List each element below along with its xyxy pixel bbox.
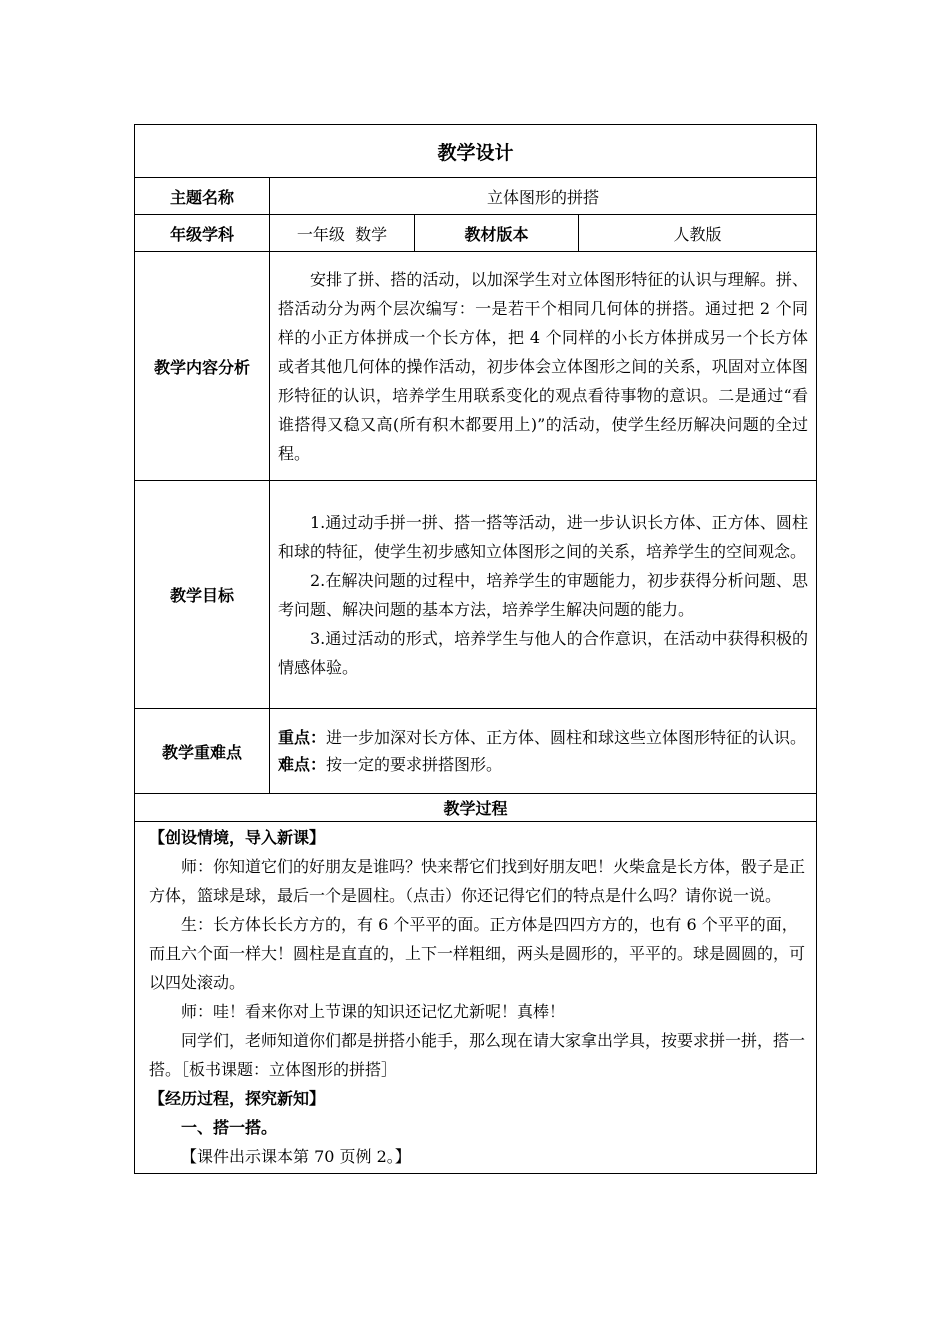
grade-label: 年级学科 [135,215,270,252]
topic-value: 立体图形的拼搭 [270,178,817,215]
process-paragraph: 师：你知道它们的好朋友是谁吗？快来帮它们找到好朋友吧！火柴盒是长方体，骰子是正方体，篮球是球，最后一个是圆柱。（点击）你还记得它们的特点是什么吗？请你说一说。 [149,857,806,905]
process-paragraph: 师：哇！看来你对上节课的知识还记忆尤新呢！真棒！ [181,1002,566,1021]
process-paragraph: 同学们，老师知道你们都是拼搭小能手，那么现在请大家拿出学具，按要求拼一拼，搭一搭。［板书课题：立体图形的拼搭］ [149,1031,806,1079]
objective-item: 1.通过动手拼一拼、搭一搭等活动，进一步认识长方体、正方体、圆柱和球的特征，使学生初步感知立体图形之间的关系，培养学生的空间观念。 [278,512,809,561]
content-analysis-cell [270,252,817,481]
content-analysis-label: 教学内容分析 [135,252,270,481]
topic-label: 主题名称 [135,178,270,215]
objectives-cell [270,481,817,709]
grade-value: 一年级 数学 [270,215,415,252]
key-point-label: 重点： [278,728,327,747]
process-content [135,822,817,1174]
key-points-label: 教学重难点 [135,709,270,794]
content-analysis-text: 安排了拼、搭的活动，以加深学生对立体图形特征的认识与理解。拼、搭活动分为两个层次编写：一是若干个相同几何体的拼搭。通过把 2 个同样的小正方体拼成一个长方体，把 4 个同样的小长方体拼成另一个长方体或者其他几何体的操作活动，初步体会立体图形之间的关系，巩固对立体图形特征的认识，培养学生用联系变化的观点看待事物的意识。二是通过“看谁搭得又稳又高(所有积木都要用上)”的活动，使学生经历解决问题的全过程。 [278,269,809,463]
lesson-plan-document [134,124,816,1174]
key-points-cell [270,709,817,794]
document-title: 教学设计 [135,125,817,178]
section-heading: 【经历过程，探究新知】 [149,1089,326,1108]
subsection-heading: 一、搭一搭。 [181,1118,278,1137]
section-heading: 【创设情境，导入新课】 [149,828,326,847]
process-paragraph: 【课件出示课本第 70 页例 2。】 [181,1147,411,1166]
objective-item: 2.在解决问题的过程中，培养学生的审题能力，初步获得分析问题、思考问题、解决问题的基本方法，培养学生解决问题的能力。 [278,570,809,619]
objectives-label: 教学目标 [135,481,270,709]
edition-label: 教材版本 [415,215,579,252]
difficult-point-line [278,751,808,778]
lesson-plan-table [134,124,817,1174]
process-paragraph: 生：长方体长长方方的，有 6 个平平的面。正方体是四四方方的，也有 6 个平平的面，而且六个面一样大！圆柱是直直的，上下一样粗细，两头是圆形的，平平的。球是圆圆的，可以四处滚动。 [149,915,806,992]
key-point-line [278,724,808,751]
difficult-point-label: 难点： [278,755,327,774]
process-label: 教学过程 [135,794,817,822]
objective-item: 3.通过活动的形式，培养学生与他人的合作意识，在活动中获得积极的情感体验。 [278,628,809,677]
difficult-point-text: 按一定的要求拼搭图形。 [326,755,503,774]
edition-value: 人教版 [579,215,817,252]
key-point-text: 进一步加深对长方体、正方体、圆柱和球这些立体图形特征的认识。 [326,728,807,747]
